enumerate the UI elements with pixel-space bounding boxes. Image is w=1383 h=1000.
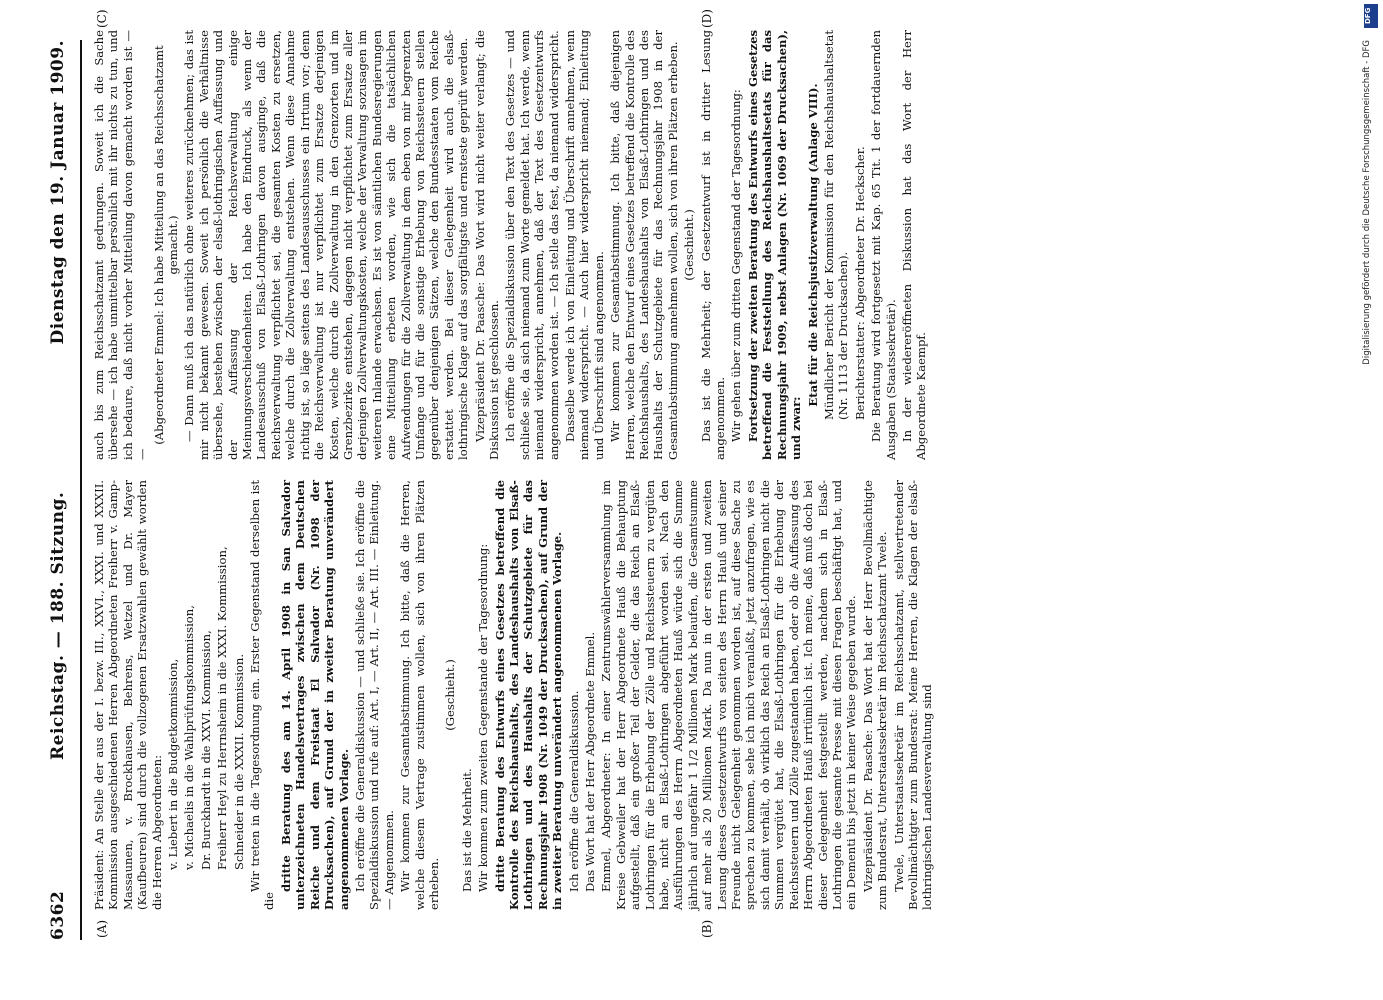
paragraph: auch bis zum Reichsschatzamt gedrungen. Soweit ich die Sache übersehe — ich habe unmittelbar persönlich mit ihr nichts zu tun, und ich bedaure, daß nicht vorher Mitteilung davon gemacht worden ist — — bbox=[92, 30, 150, 460]
list-item: Freiherr Heyl zu Herrnsheim in die XXXI. Kommission, bbox=[215, 546, 230, 870]
speech: Vizepräsident Dr. Paasche: Das Wort hat der Herr Bevollmächtigte zum Bundesrat, Unterstaatssekretär im Reichsschatzamt Twele. bbox=[860, 480, 890, 910]
paragraph: Die Beratung wird fortgesetzt mit Kap. 65 Tit. 1 der fortdauernden Ausgaben (Staatssekretär). bbox=[869, 30, 898, 460]
speech: Emmel, Abgeordneter: In einer Zentrumswählerversammlung im Kreise Gebweiler hat der Herr Abgeordnete Hauß die Behauptung aufgestellt, daß ein großer Teil der Gelder, die das Reich an Elsaß-Lothringen für die Erhebung der Zölle und Reichssteuern zu vergüten habe, nicht an Elsaß-Lothringen abgeführt worden sei. Nach den Ausführungen des Herrn Abgeordneten Hauß würde sich die Summe jährlich auf ungefähr 1 1/2 Millionen Mark belaufen, die Gesamtsumme auf mehr als 20 Millionen Mark. Da nun in der ersten und zweiten Lesung dieses Gesetzentwurfs von seiten des Herrn Hauß und seiner Freunde nicht Gelegenheit genommen worden ist, auf diese Sache zu sprechen zu kommen, sehe ich mich veranlaßt, jetzt anzufragen, wie es sich damit verhält, ob wirklich das Reich an Elsaß-Lothringen nicht die Summen vergütet hat, die Elsaß-Lothringen für die Erhebung der Reichssteuern und Zölle zugestanden haben, oder ob die Auffassung des Herrn Abgeordneten Hauß irrtümlich ist. Ich meine, daß muß doch bei dieser Gelegenheit festgestellt werden, nachdem sich in Elsaß-Lothringen die gesamte Presse mit diesen Fragen beschäftigt hat, und ein Dementi bis jetzt in keiner Weise gegeben wurde. bbox=[599, 480, 859, 910]
page-header bbox=[48, 40, 76, 940]
paragraph: — Dann muß ich das natürlich ohne weiteres zurücknehmen; das ist mir nicht bekannt gewesen. Soweit ich persönlich die Verhältnisse übersehe, bestehen zwischen der elsaß-lothringischen Auffassung und der Auffassung der Reichsverwaltung einige Meinungsverschiedenheiten. Ich habe den Eindruck, als wenn der Landesausschuß von Elsaß-Lothringen davon ausginge, daß die Reichsverwaltung verpflichtet sei, die gesamten Kosten zu ersetzen, welche durch die Zollverwaltung entstehen. Wenn diese Annahme richtig ist, so läge seitens des Landesausschusses ein Irrtum vor; denn die Reichsverwaltung ist nur verpflichtet zum Ersatze derjenigen Kosten, welche durch die Zollverwaltung in den Grenzorten und im Grenzbezirke entstehen, dagegen nicht verpflichtet zum Ersatze aller derjenigen Zollverwaltungskosten, welche der Verwaltung sozusagen im weiteren Inlande erwachsen. Es ist von sämtlichen Bundesregierungen eine Mitteilung erbeten worden, wie sich die tatsächlichen Aufwendungen für die Zollverwaltung in dem eben von mir begrenzten Umfange und für die sonstige Erhebung von Reichssteuern stellen gegenüber denjenigen Sätzen, welche den Bundesstaaten vom Reiche erstattet werden. Bei dieser Gelegenheit wird auch die elsaß-lothringische Klage auf das sorgfältigste und ernsteste geprüft werden. bbox=[182, 30, 471, 460]
page-number: 6362 bbox=[48, 890, 68, 940]
margin-marker-d: (D) bbox=[700, 9, 714, 28]
header-rule bbox=[80, 40, 82, 940]
speech: Vizepräsident Dr. Paasche: Das Wort wird nicht weiter verlangt; die Diskussion ist geschlossen. bbox=[472, 30, 501, 460]
paragraph: Das Wort hat der Herr Abgeordnete Emmel. bbox=[583, 631, 597, 892]
session-date: Dienstag den 19. Januar 1909. bbox=[48, 40, 68, 345]
paragraph: Berichterstatter: Abgeordneter Dr. Heckscher. bbox=[852, 146, 867, 420]
session-title: Reichstag. — 188. Sitzung. bbox=[48, 491, 68, 760]
agenda-item: dritte Beratung des am 14. April 1908 in San Salvador unterzeichneten Handelsvertrages zwischen dem Deutschen Reiche und dem Freistaat El Salvador (Nr. 1098 der Drucksachen), auf Grund der in zweiter Beratung unverändert angenommenen Vorlage. bbox=[278, 480, 351, 910]
paragraph: Mündlicher Bericht der Kommission für den Reichshaushaltsetat (Nr. 1113 der Drucksachen). bbox=[821, 30, 851, 420]
list-item: v. Liebert in die Budgetkommission, bbox=[166, 658, 181, 870]
side-note bbox=[1362, 10, 1380, 990]
paragraph: Ich eröffne die Generaldiskussion — und schließe sie. Ich eröffne die Spezialdiskussion und rufe auf: Art. I, — Art. II, — Art. III. — Einleitung. — Angenommen. bbox=[352, 480, 396, 910]
stage-direction: (Geschieht.) bbox=[443, 659, 458, 731]
right-column bbox=[92, 30, 931, 460]
dfg-logo: DFG bbox=[1364, 4, 1378, 28]
stage-direction: (Geschieht.) bbox=[682, 209, 697, 281]
margin-marker-c: (C) bbox=[95, 9, 109, 28]
margin-marker-a: (A) bbox=[95, 919, 109, 938]
agenda-item: Fortsetzung der zweiten Beratung des Entwurfs eines Gesetzes betreffend die Feststellung des Reichshaushaltsetats für das Rechnungsjahr 1909, nebst Anlagen (Nr. 1069 der Drucksachen), und zwar: bbox=[745, 30, 804, 460]
paragraph: Ich eröffne die Spezialdiskussion über den Text des Gesetzes — und schließe sie, da sich niemand zum Worte gemeldet hat. Ich werde, wenn niemand widerspricht, annehmen, daß der Text des Gesetzentwurfs angenommen worden ist. — Ich stelle das fest, da niemand widerspricht. bbox=[503, 30, 561, 460]
paragraph: Wir kommen zum zweiten Gegenstande der Tagesordnung: bbox=[476, 543, 491, 892]
agenda-subitem: Etat für die Reichsjustizverwaltung (Anlage VIII). bbox=[805, 83, 820, 407]
list-item: v. Michaelis in die Wahlprüfungskommission, bbox=[182, 605, 197, 870]
left-column bbox=[92, 480, 937, 910]
paragraph: Das ist die Mehrheit. bbox=[459, 768, 474, 892]
list-item: Dr. Burckhardt in die XXVI. Kommission, bbox=[198, 630, 213, 870]
paragraph: Dasselbe werde ich von Einleitung und Überschrift annehmen, wenn niemand widerspricht. — Auch hier widerspricht niemand; Einleitung und Überschrift sind angenommen. bbox=[563, 30, 606, 460]
paragraph: Wir treten in die Tagesordnung ein. Erster Gegenstand derselben ist die bbox=[248, 480, 277, 910]
paragraph: Wir kommen zur Gesamtabstimmung. Ich bitte, daß die Herren, welche diesem Vertrage zustimmen wollen, sich von ihren Plätzen erheben. bbox=[398, 480, 441, 910]
paragraph: Ich eröffne die Generaldiskussion. bbox=[566, 690, 581, 892]
speech: Twele, Unterstaatssekretär im Reichsschatzamt, stellvertretender Bevollmächtigter zum Bundesrat: Meine Herren, die Klagen der elsaß-lothringischen Landesverwaltung sind bbox=[891, 480, 935, 910]
paragraph: Wir kommen zur Gesamtabstimmung. Ich bitte, daß diejenigen Herren, welche den Entwurf eines Gesetzes betreffend die Kontrolle des Reichshaushalts, des Landeshaushalts von Elsaß-Lothringen und des Haushalts der Schutzgebiete für das Rechnungsjahr 1908 in der Gesamtabstimmung annehmen wollen, sich von ihren Plätzen erheben. bbox=[608, 30, 680, 460]
paragraph: Wir gehen über zum dritten Gegenstand der Tagesordnung: bbox=[729, 89, 744, 442]
paragraph: Das ist die Mehrheit; der Gesetzentwurf ist in dritter Lesung angenommen. bbox=[698, 30, 728, 460]
agenda-item: dritte Beratung des Entwurfs eines Gesetzes betreffend die Kontrolle des Reichshaushalts, des Landeshaushalts von Elsaß-Lothringen und des Haushalts der Schutzgebiete für das Rechnungsjahr 1908 (Nr. 1049 der Drucksachen), auf Grund der in zweiter Beratung unverändert angenommenen Vorlage. bbox=[492, 480, 565, 910]
paragraph: In der wiedereröffneten Diskussion hat das Wort der Herr Abgeordnete Kaempf. bbox=[899, 30, 929, 460]
interjection: (Abgeordneter Emmel: Ich habe Mitteilung an das Reichsschatzamt gemacht.) bbox=[151, 45, 181, 445]
list-item: Schneider in die XXXII. Kommission. bbox=[231, 653, 246, 870]
paragraph: Präsident: An Stelle der aus der I. bezw. III., XXVI., XXXI. und XXXII. Kommission ausgeschiedenen Herren Abgeordneten Freiherr v. Gamp-Massaunen, v. Brockhausen, Behrens, Wetzel und Dr. Mayer (Kaufbeuren) sind durch die vollzogenen Ersatzwahlen gewählt worden die Herren Abgeordneten: bbox=[92, 480, 164, 910]
margin-marker-b: (B) bbox=[700, 919, 714, 938]
side-note-text: Digitalisierung gefördert durch die Deutsche Forschungsgemeinschaft - DFG bbox=[1362, 40, 1372, 365]
